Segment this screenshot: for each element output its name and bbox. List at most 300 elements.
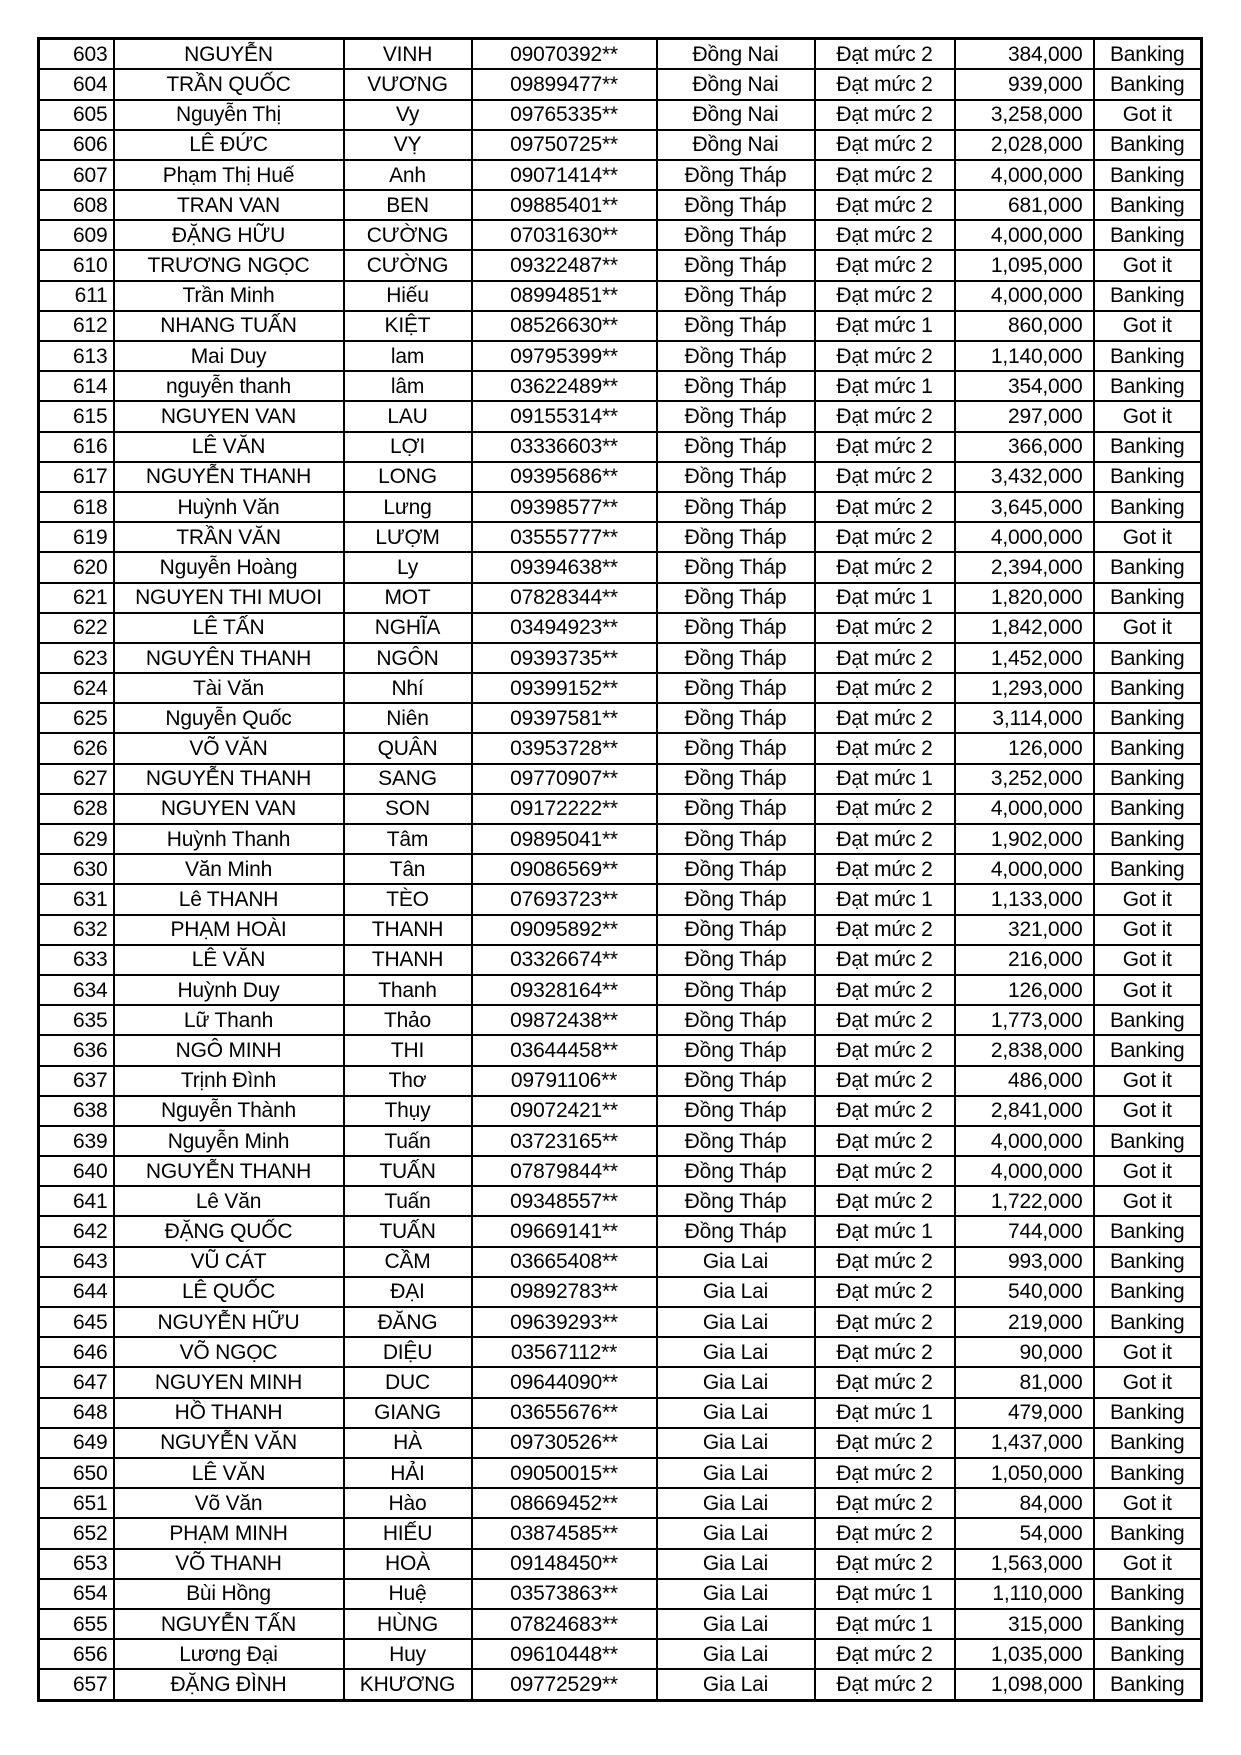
cell-phone: 09393735** xyxy=(472,643,657,673)
cell-amount: 2,838,000 xyxy=(955,1035,1094,1065)
cell-last-name: ĐẶNG QUỐC xyxy=(114,1216,344,1246)
cell-status: Banking xyxy=(1094,854,1202,884)
cell-level: Đạt mức 2 xyxy=(815,401,955,431)
cell-index: 607 xyxy=(39,160,114,190)
table-row xyxy=(39,130,1202,160)
table-row xyxy=(39,673,1202,703)
table-row xyxy=(39,1066,1202,1096)
cell-first-name: Thanh xyxy=(344,975,472,1005)
cell-amount: 860,000 xyxy=(955,311,1094,341)
cell-province: Đồng Tháp xyxy=(657,1066,815,1096)
cell-phone: 09899477** xyxy=(472,69,657,99)
cell-amount: 1,902,000 xyxy=(955,824,1094,854)
cell-status: Got it xyxy=(1094,401,1202,431)
cell-index: 633 xyxy=(39,945,114,975)
cell-index: 630 xyxy=(39,854,114,884)
cell-status: Banking xyxy=(1094,1458,1202,1488)
cell-level: Đạt mức 2 xyxy=(815,1126,955,1156)
cell-last-name: LÊ ĐỨC xyxy=(114,130,344,160)
cell-index: 638 xyxy=(39,1096,114,1126)
cell-phone: 09072421** xyxy=(472,1096,657,1126)
cell-province: Đồng Tháp xyxy=(657,160,815,190)
cell-index: 632 xyxy=(39,915,114,945)
cell-status: Banking xyxy=(1094,1669,1202,1700)
cell-index: 655 xyxy=(39,1609,114,1639)
table-row xyxy=(39,733,1202,763)
cell-first-name: NGHĨA xyxy=(344,613,472,643)
cell-amount: 90,000 xyxy=(955,1337,1094,1367)
cell-level: Đạt mức 1 xyxy=(815,764,955,794)
cell-last-name: NGUYỄN THANH xyxy=(114,462,344,492)
cell-amount: 384,000 xyxy=(955,39,1094,70)
cell-phone: 09795399** xyxy=(472,341,657,371)
cell-last-name: NGUYEN THI MUOI xyxy=(114,583,344,613)
cell-first-name: Tuấn xyxy=(344,1126,472,1156)
cell-level: Đạt mức 1 xyxy=(815,583,955,613)
cell-first-name: VINH xyxy=(344,39,472,70)
cell-first-name: LAU xyxy=(344,401,472,431)
cell-status: Banking xyxy=(1094,1609,1202,1639)
cell-last-name: Nguyễn Thị xyxy=(114,100,344,130)
cell-last-name: VŨ CÁT xyxy=(114,1247,344,1277)
cell-first-name: KIỆT xyxy=(344,311,472,341)
cell-phone: 09730526** xyxy=(472,1428,657,1458)
cell-province: Đồng Tháp xyxy=(657,250,815,280)
cell-province: Gia Lai xyxy=(657,1277,815,1307)
cell-first-name: Ly xyxy=(344,552,472,582)
cell-phone: 07879844** xyxy=(472,1156,657,1186)
cell-first-name: LONG xyxy=(344,462,472,492)
cell-phone: 03573863** xyxy=(472,1579,657,1609)
cell-last-name: NGUYỄN xyxy=(114,39,344,70)
cell-index: 651 xyxy=(39,1488,114,1518)
cell-first-name: Huy xyxy=(344,1639,472,1669)
cell-first-name: GIANG xyxy=(344,1398,472,1428)
cell-first-name: HẢI xyxy=(344,1458,472,1488)
cell-first-name: lâm xyxy=(344,371,472,401)
cell-index: 629 xyxy=(39,824,114,854)
table-row xyxy=(39,1609,1202,1639)
table-row xyxy=(39,462,1202,492)
cell-status: Banking xyxy=(1094,1005,1202,1035)
cell-status: Banking xyxy=(1094,733,1202,763)
cell-status: Got it xyxy=(1094,915,1202,945)
cell-province: Gia Lai xyxy=(657,1398,815,1428)
table-row xyxy=(39,613,1202,643)
table-row xyxy=(39,1458,1202,1488)
cell-first-name: LƯỢM xyxy=(344,522,472,552)
cell-amount: 1,452,000 xyxy=(955,643,1094,673)
cell-last-name: NHANG TUẤN xyxy=(114,311,344,341)
cell-first-name: Vy xyxy=(344,100,472,130)
cell-amount: 81,000 xyxy=(955,1367,1094,1397)
cell-level: Đạt mức 2 xyxy=(815,703,955,733)
cell-last-name: NGUYEN VAN xyxy=(114,401,344,431)
cell-level: Đạt mức 2 xyxy=(815,39,955,70)
cell-province: Đồng Tháp xyxy=(657,1216,815,1246)
cell-status: Banking xyxy=(1094,130,1202,160)
cell-phone: 08994851** xyxy=(472,281,657,311)
cell-phone: 09399152** xyxy=(472,673,657,703)
cell-phone: 09394638** xyxy=(472,552,657,582)
cell-province: Đồng Tháp xyxy=(657,522,815,552)
cell-phone: 09770907** xyxy=(472,764,657,794)
cell-level: Đạt mức 2 xyxy=(815,522,955,552)
cell-amount: 126,000 xyxy=(955,733,1094,763)
cell-level: Đạt mức 2 xyxy=(815,854,955,884)
cell-index: 652 xyxy=(39,1518,114,1548)
cell-index: 620 xyxy=(39,552,114,582)
table-row xyxy=(39,522,1202,552)
cell-level: Đạt mức 1 xyxy=(815,1398,955,1428)
cell-amount: 2,841,000 xyxy=(955,1096,1094,1126)
cell-first-name: THANH xyxy=(344,945,472,975)
cell-level: Đạt mức 2 xyxy=(815,673,955,703)
cell-status: Got it xyxy=(1094,1337,1202,1367)
cell-phone: 03622489** xyxy=(472,371,657,401)
cell-amount: 219,000 xyxy=(955,1307,1094,1337)
cell-amount: 3,252,000 xyxy=(955,764,1094,794)
cell-first-name: lam xyxy=(344,341,472,371)
cell-amount: 366,000 xyxy=(955,432,1094,462)
cell-level: Đạt mức 2 xyxy=(815,1428,955,1458)
cell-status: Banking xyxy=(1094,1639,1202,1669)
table-row xyxy=(39,432,1202,462)
table-row xyxy=(39,1549,1202,1579)
cell-level: Đạt mức 2 xyxy=(815,945,955,975)
cell-phone: 09071414** xyxy=(472,160,657,190)
cell-phone: 03874585** xyxy=(472,1518,657,1548)
table-row xyxy=(39,341,1202,371)
cell-index: 653 xyxy=(39,1549,114,1579)
cell-amount: 4,000,000 xyxy=(955,220,1094,250)
cell-amount: 744,000 xyxy=(955,1216,1094,1246)
cell-last-name: ĐẶNG HỮU xyxy=(114,220,344,250)
cell-status: Banking xyxy=(1094,764,1202,794)
cell-index: 640 xyxy=(39,1156,114,1186)
cell-last-name: VÕ VĂN xyxy=(114,733,344,763)
cell-last-name: Văn Minh xyxy=(114,854,344,884)
cell-province: Gia Lai xyxy=(657,1639,815,1669)
cell-province: Đồng Tháp xyxy=(657,673,815,703)
cell-level: Đạt mức 2 xyxy=(815,733,955,763)
cell-phone: 09791106** xyxy=(472,1066,657,1096)
cell-amount: 4,000,000 xyxy=(955,794,1094,824)
cell-level: Đạt mức 2 xyxy=(815,1337,955,1367)
table-row xyxy=(39,220,1202,250)
cell-amount: 479,000 xyxy=(955,1398,1094,1428)
cell-province: Đồng Tháp xyxy=(657,1126,815,1156)
cell-status: Banking xyxy=(1094,1035,1202,1065)
cell-province: Gia Lai xyxy=(657,1337,815,1367)
cell-index: 657 xyxy=(39,1669,114,1700)
cell-phone: 08526630** xyxy=(472,311,657,341)
cell-phone: 09872438** xyxy=(472,1005,657,1035)
cell-level: Đạt mức 2 xyxy=(815,1639,955,1669)
cell-province: Đồng Tháp xyxy=(657,432,815,462)
cell-province: Đồng Tháp xyxy=(657,190,815,220)
cell-amount: 540,000 xyxy=(955,1277,1094,1307)
cell-amount: 3,258,000 xyxy=(955,100,1094,130)
cell-province: Đồng Nai xyxy=(657,100,815,130)
cell-phone: 03665408** xyxy=(472,1247,657,1277)
table-row xyxy=(39,1398,1202,1428)
cell-province: Gia Lai xyxy=(657,1367,815,1397)
cell-status: Banking xyxy=(1094,1398,1202,1428)
cell-phone: 09750725** xyxy=(472,130,657,160)
table-row xyxy=(39,371,1202,401)
cell-phone: 09095892** xyxy=(472,915,657,945)
table-row xyxy=(39,39,1202,70)
cell-level: Đạt mức 2 xyxy=(815,1156,955,1186)
cell-status: Banking xyxy=(1094,1126,1202,1156)
cell-index: 603 xyxy=(39,39,114,70)
cell-last-name: LÊ VĂN xyxy=(114,432,344,462)
cell-last-name: Nguyễn Quốc xyxy=(114,703,344,733)
cell-level: Đạt mức 2 xyxy=(815,462,955,492)
cell-amount: 681,000 xyxy=(955,190,1094,220)
cell-first-name: HÙNG xyxy=(344,1609,472,1639)
table-row xyxy=(39,1337,1202,1367)
cell-amount: 4,000,000 xyxy=(955,522,1094,552)
cell-level: Đạt mức 2 xyxy=(815,341,955,371)
table-row xyxy=(39,1579,1202,1609)
cell-province: Đồng Tháp xyxy=(657,492,815,522)
cell-amount: 126,000 xyxy=(955,975,1094,1005)
cell-index: 656 xyxy=(39,1639,114,1669)
cell-status: Banking xyxy=(1094,552,1202,582)
cell-last-name: Lữ Thanh xyxy=(114,1005,344,1035)
cell-status: Got it xyxy=(1094,1096,1202,1126)
cell-status: Banking xyxy=(1094,462,1202,492)
cell-status: Got it xyxy=(1094,945,1202,975)
table-row xyxy=(39,69,1202,99)
cell-phone: 03644458** xyxy=(472,1035,657,1065)
cell-level: Đạt mức 2 xyxy=(815,160,955,190)
cell-index: 628 xyxy=(39,794,114,824)
cell-amount: 216,000 xyxy=(955,945,1094,975)
cell-level: Đạt mức 2 xyxy=(815,1005,955,1035)
cell-level: Đạt mức 1 xyxy=(815,311,955,341)
cell-first-name: Huệ xyxy=(344,1579,472,1609)
table-row xyxy=(39,1247,1202,1277)
cell-index: 605 xyxy=(39,100,114,130)
cell-first-name: VỴ xyxy=(344,130,472,160)
cell-first-name: Hào xyxy=(344,1488,472,1518)
cell-status: Got it xyxy=(1094,311,1202,341)
cell-index: 648 xyxy=(39,1398,114,1428)
cell-first-name: Nhí xyxy=(344,673,472,703)
cell-last-name: TRAN VAN xyxy=(114,190,344,220)
cell-phone: 07828344** xyxy=(472,583,657,613)
cell-amount: 315,000 xyxy=(955,1609,1094,1639)
cell-level: Đạt mức 2 xyxy=(815,824,955,854)
cell-index: 654 xyxy=(39,1579,114,1609)
table-row xyxy=(39,1488,1202,1518)
cell-level: Đạt mức 2 xyxy=(815,794,955,824)
cell-amount: 1,722,000 xyxy=(955,1186,1094,1216)
table-row xyxy=(39,552,1202,582)
cell-level: Đạt mức 1 xyxy=(815,1579,955,1609)
cell-province: Đồng Tháp xyxy=(657,1096,815,1126)
cell-amount: 4,000,000 xyxy=(955,854,1094,884)
cell-province: Đồng Tháp xyxy=(657,945,815,975)
cell-amount: 2,028,000 xyxy=(955,130,1094,160)
cell-status: Got it xyxy=(1094,522,1202,552)
cell-last-name: VÕ THANH xyxy=(114,1549,344,1579)
table-row xyxy=(39,824,1202,854)
cell-phone: 03326674** xyxy=(472,945,657,975)
cell-first-name: HÀ xyxy=(344,1428,472,1458)
cell-first-name: THANH xyxy=(344,915,472,945)
cell-first-name: SON xyxy=(344,794,472,824)
cell-first-name: ĐẠI xyxy=(344,1277,472,1307)
cell-last-name: Huỳnh Văn xyxy=(114,492,344,522)
cell-last-name: VÕ NGỌC xyxy=(114,1337,344,1367)
cell-index: 642 xyxy=(39,1216,114,1246)
table-row xyxy=(39,1186,1202,1216)
cell-phone: 07693723** xyxy=(472,884,657,914)
cell-index: 612 xyxy=(39,311,114,341)
table-row xyxy=(39,401,1202,431)
cell-first-name: Tâm xyxy=(344,824,472,854)
cell-province: Đồng Tháp xyxy=(657,1156,815,1186)
cell-last-name: Nguyễn Hoàng xyxy=(114,552,344,582)
cell-first-name: Niên xyxy=(344,703,472,733)
cell-last-name: Nguyễn Minh xyxy=(114,1126,344,1156)
cell-status: Banking xyxy=(1094,673,1202,703)
cell-level: Đạt mức 2 xyxy=(815,100,955,130)
cell-province: Gia Lai xyxy=(657,1669,815,1700)
cell-last-name: Tài Văn xyxy=(114,673,344,703)
cell-index: 617 xyxy=(39,462,114,492)
cell-phone: 09669141** xyxy=(472,1216,657,1246)
cell-last-name: TRẦN QUỐC xyxy=(114,69,344,99)
cell-level: Đạt mức 2 xyxy=(815,190,955,220)
cell-first-name: HIẾU xyxy=(344,1518,472,1548)
cell-amount: 4,000,000 xyxy=(955,281,1094,311)
cell-first-name: TUẤN xyxy=(344,1156,472,1186)
cell-level: Đạt mức 2 xyxy=(815,130,955,160)
cell-first-name: THI xyxy=(344,1035,472,1065)
cell-status: Got it xyxy=(1094,250,1202,280)
cell-first-name: BEN xyxy=(344,190,472,220)
table-row xyxy=(39,915,1202,945)
cell-level: Đạt mức 2 xyxy=(815,492,955,522)
cell-last-name: Mai Duy xyxy=(114,341,344,371)
cell-status: Got it xyxy=(1094,1156,1202,1186)
cell-status: Banking xyxy=(1094,220,1202,250)
cell-index: 636 xyxy=(39,1035,114,1065)
cell-index: 649 xyxy=(39,1428,114,1458)
cell-phone: 09070392** xyxy=(472,39,657,70)
cell-level: Đạt mức 1 xyxy=(815,1216,955,1246)
cell-phone: 03953728** xyxy=(472,733,657,763)
table-row xyxy=(39,794,1202,824)
cell-province: Đồng Tháp xyxy=(657,854,815,884)
cell-index: 606 xyxy=(39,130,114,160)
cell-amount: 3,114,000 xyxy=(955,703,1094,733)
cell-phone: 09397581** xyxy=(472,703,657,733)
cell-phone: 09172222** xyxy=(472,794,657,824)
table-row xyxy=(39,1639,1202,1669)
cell-status: Banking xyxy=(1094,1518,1202,1548)
cell-level: Đạt mức 2 xyxy=(815,1307,955,1337)
cell-status: Banking xyxy=(1094,190,1202,220)
cell-status: Banking xyxy=(1094,160,1202,190)
cell-status: Banking xyxy=(1094,492,1202,522)
cell-amount: 4,000,000 xyxy=(955,1126,1094,1156)
cell-last-name: LÊ QUỐC xyxy=(114,1277,344,1307)
cell-amount: 1,098,000 xyxy=(955,1669,1094,1700)
table-row xyxy=(39,945,1202,975)
cell-amount: 54,000 xyxy=(955,1518,1094,1548)
cell-last-name: Huỳnh Duy xyxy=(114,975,344,1005)
cell-province: Đồng Tháp xyxy=(657,794,815,824)
cell-first-name: TUẤN xyxy=(344,1216,472,1246)
cell-phone: 03567112** xyxy=(472,1337,657,1367)
cell-first-name: Hiếu xyxy=(344,281,472,311)
cell-province: Đồng Tháp xyxy=(657,1186,815,1216)
cell-last-name: Bùi Hồng xyxy=(114,1579,344,1609)
cell-status: Got it xyxy=(1094,884,1202,914)
cell-amount: 1,140,000 xyxy=(955,341,1094,371)
cell-phone: 03494923** xyxy=(472,613,657,643)
cell-index: 645 xyxy=(39,1307,114,1337)
cell-first-name: VƯƠNG xyxy=(344,69,472,99)
cell-level: Đạt mức 2 xyxy=(815,1518,955,1548)
cell-index: 635 xyxy=(39,1005,114,1035)
cell-phone: 03336603** xyxy=(472,432,657,462)
cell-province: Gia Lai xyxy=(657,1488,815,1518)
cell-index: 621 xyxy=(39,583,114,613)
cell-first-name: Thơ xyxy=(344,1066,472,1096)
cell-province: Đồng Tháp xyxy=(657,915,815,945)
cell-last-name: LÊ VĂN xyxy=(114,1458,344,1488)
cell-index: 619 xyxy=(39,522,114,552)
cell-first-name: CẦM xyxy=(344,1247,472,1277)
cell-level: Đạt mức 2 xyxy=(815,1549,955,1579)
cell-index: 637 xyxy=(39,1066,114,1096)
cell-index: 616 xyxy=(39,432,114,462)
cell-amount: 1,820,000 xyxy=(955,583,1094,613)
cell-amount: 1,842,000 xyxy=(955,613,1094,643)
cell-status: Got it xyxy=(1094,1549,1202,1579)
cell-index: 623 xyxy=(39,643,114,673)
table-row xyxy=(39,1428,1202,1458)
cell-index: 615 xyxy=(39,401,114,431)
cell-last-name: ĐẶNG ĐÌNH xyxy=(114,1669,344,1700)
cell-last-name: NGUYỄN HỮU xyxy=(114,1307,344,1337)
cell-level: Đạt mức 2 xyxy=(815,1096,955,1126)
cell-level: Đạt mức 2 xyxy=(815,613,955,643)
cell-amount: 321,000 xyxy=(955,915,1094,945)
cell-phone: 09644090** xyxy=(472,1367,657,1397)
cell-province: Đồng Tháp xyxy=(657,583,815,613)
cell-phone: 09772529** xyxy=(472,1669,657,1700)
cell-level: Đạt mức 1 xyxy=(815,371,955,401)
cell-level: Đạt mức 2 xyxy=(815,1277,955,1307)
table-row xyxy=(39,492,1202,522)
cell-phone: 09885401** xyxy=(472,190,657,220)
cell-amount: 1,437,000 xyxy=(955,1428,1094,1458)
cell-status: Banking xyxy=(1094,583,1202,613)
cell-status: Got it xyxy=(1094,1488,1202,1518)
cell-index: 631 xyxy=(39,884,114,914)
cell-status: Banking xyxy=(1094,703,1202,733)
cell-province: Đồng Tháp xyxy=(657,220,815,250)
cell-status: Banking xyxy=(1094,1307,1202,1337)
